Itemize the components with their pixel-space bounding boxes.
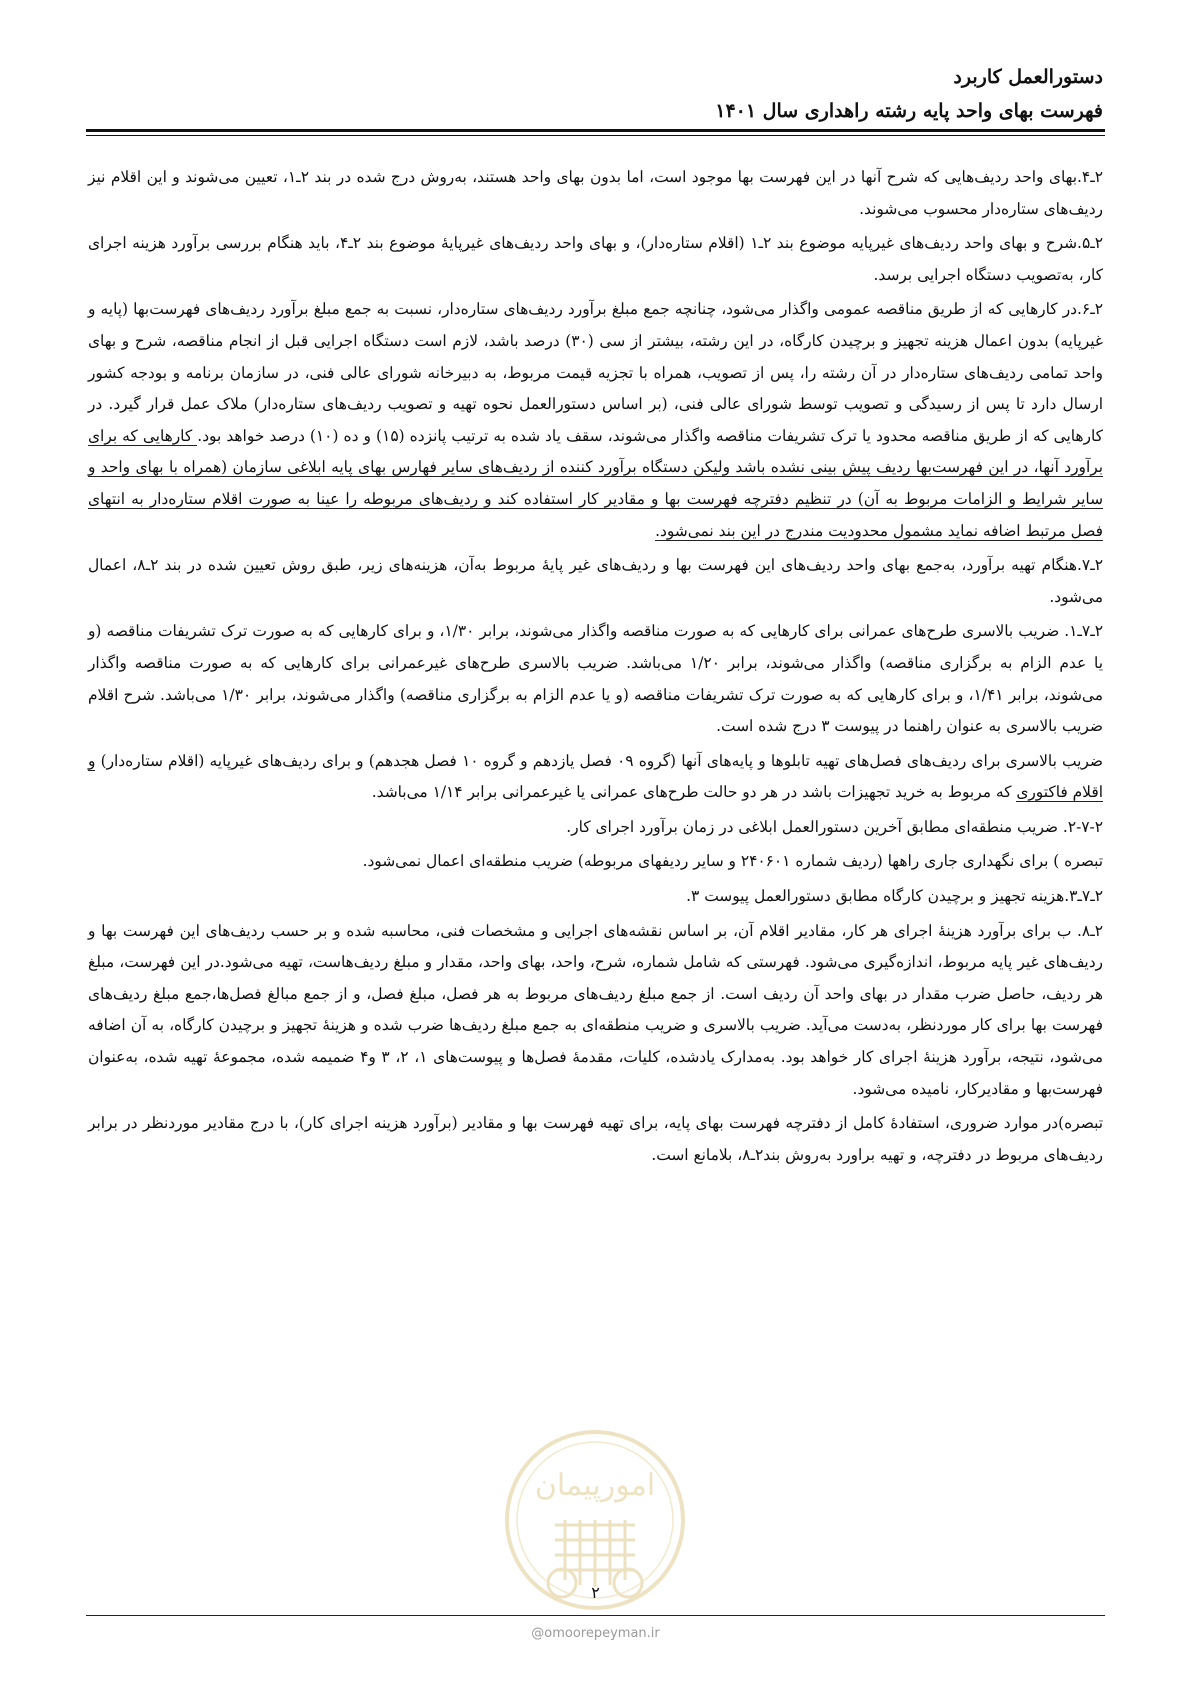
- paragraph-2-6-text: ۲ـ۶.در کارهایی که از طریق مناقصه عمومی واگذار می‌شود، چنانچه جمع مبلغ برآورد ردیف‌های ستاره‌دار، نسبت به جمع مبلغ برآورد ردیف‌های فهرست‌بها (پایه و غیرپایه) بدون اعمال هزینه تجهیز و برچیدن کارگاه، در این رشته، بیشتر از سی (۳۰) درصد باشد، لازم است دستگاه اجرایی قبل از انجام مناقصه، شرح و بهای واحد تمامی ردیف‌های ستاره‌دار در آن رشته را، پس از تصویب، همراه با تجزیه قیمت مربوط، به دبیرخانه شورای عالی فنی، در سازمان برنامه و بودجه کشور ارسال دارد تا پس از رسیدگی و تصویب توسط شورای عالی فنی، (بر اساس دستورالعمل نحوه تهیه و تصویب ردیف‌های ستاره‌دار) ملاک عمل قرار گیرد. در کارهایی که از طریق مناقصه محدود یا ترک تشریفات مناقصه واگذار می‌شوند، سقف یاد شده به ترتیب پانزده (۱۵) و ده (۱۰) درصد خواهد بود.: [88, 300, 1103, 445]
- paragraph-note-maintenance: تبصره ) برای نگهداری جاری راهها (ردیف شماره ۲۴۰۶۰۱ و سایر ردیفهای مربوطه) ضریب منطقه‌ای اعمال نمی‌شود.: [362, 852, 1103, 871]
- paragraph-2-7-1: ۲ـ۷ـ۱. ضریب بالاسری طرح‌های عمرانی برای کارهایی که به صورت مناقصه واگذار می‌شوند، برابر ۱/۳۰، و برای کارهایی که به صورت ترک تشریفات مناقصه (و یا عدم الزام به برگزاری مناقصه) واگذار می‌شوند، برابر ۱/۲۰ می‌باشد. ضریب بالاسری طرح‌های غیرعمرانی برای کارهایی که به صورت مناقصه واگذار می‌شوند، برابر ۱/۴۱، و برای کارهایی که به صورت ترک تشریفات مناقصه (و یا عدم الزام به برگزاری مناقصه) واگذار می‌شوند، برابر ۱/۳۰ می‌باشد. شرح اقلام ضریب بالاسری به عنوان راهنما در پیوست ۳ درج شده است.: [88, 622, 1104, 736]
- header-rule-thin: [86, 135, 1105, 136]
- overhead-note-text-a: ضریب بالاسری برای ردیف‌های فصل‌های تهیه تابلوها و پایه‌های آنها (گروه ۰۹ فصل یازدهم و گروه ۱۰ فصل هجدهم) و برای ردیف‌های غیرپایه (اقلام ستاره‌دار): [95, 751, 1103, 770]
- paragraph-2-8: ۲ـ۸. ب برای برآورد هزینهٔ اجرای هر کار، مقادیر اقلام آن، بر اساس نقشه‌های اجرایی و مشخصات فنی، محاسبه شده و بر حسب ردیف‌های این فهرست بها و ردیف‌های غیر پایه مربوط، اندازه‌گیری می‌شود. فهرستی که شامل شماره، شرح، واحد، بهای واحد، مقدار و مبلغ ردیف‌هاست، تهیه می‌شود.در این فهرست، مبلغ هر ردیف، حاصل ضرب مقدار در بهای واحد آن ردیف است. از جمع مبلغ ردیف‌های مربوط به هر فصل، مبلغ فصل، و از جمع مبالغ فصل‌ها،جمع مبلغ ردیف‌های فهرست بها برای کار موردنظر، به‌دست می‌آید. ضریب بالاسری و ضریب منطقه‌ای به جمع مبلغ ردیف‌ها ضرب شده و هزینهٔ تجهیز و برچیدن کارگاه، به آن اضافه می‌شود، نتیجه، برآورد هزینهٔ اجرای کار خواهد بود. به‌مدارک یادشده، کلیات، مقدمهٔ فصل‌ها و پیوست‌های ۱، ۲، ۳ و۴ ضمیمه شده، مجموعهٔ تهیه شده، به‌عنوان فهرست‌بها و مقادیرکار، نامیده می‌شود.: [88, 921, 1103, 1098]
- footer-rule: [86, 1615, 1105, 1616]
- watermark-text: امورپیمان: [534, 1468, 656, 1503]
- paragraph-2-5: ۲ـ۵.شرح و بهای واحد ردیف‌های غیرپایه موضوع بند ۲ـ۱ (اقلام ستاره‌دار)، و بهای واحد ردیف‌های غیرپایهٔ موضوع بند ۲ـ۴، باید هنگام بررسی برآورد هزینه اجرای کار، به‌تصویب دستگاه اجرایی برسد.: [88, 234, 1104, 284]
- document-title: دستورالعمل کاربرد: [953, 66, 1103, 88]
- overhead-note-text-b: که مربوط به خرید تجهیزات باشد در هر دو حالت طرح‌های عمرانی یا غیرعمرانی برابر ۱/۱۴ می‌باشد.: [371, 783, 1017, 802]
- paragraph-2-7: ۲ـ۷.هنگام تهیه برآورد، به‌جمع بهای واحد ردیف‌های این فهرست بها و ردیف‌های غیر پایهٔ مربوط به‌آن، هزینه‌های زیر، طبق روش تعیین شده در بند ۲ـ۸، اعمال می‌شود.: [88, 556, 1103, 606]
- document-body: [88, 162, 1103, 1174]
- paragraph-2-7-2: ۲-۷-۲. ضریب منطقه‌ای مطابق آخرین دستورالعمل ابلاغی در زمان برآورد اجرای کار.: [566, 817, 1103, 836]
- header-rule-thick: [86, 129, 1105, 132]
- document-subtitle: فهرست بهای واحد پایه رشته راهداری سال ۱۴۰۱: [715, 100, 1103, 122]
- paragraph-note-usage: تبصره)در موارد ضروری، استفادهٔ کامل از دفترچه فهرست بهای پایه، برای تهیه فهرست بها و مقادیر (برآورد هزینه اجرای کار)، با درج مقادیر موردنظر در برابر ردیف‌های مربوط در دفترچه، و تهیه براورد به‌روش بند۲ـ۸، بلامانع است.: [88, 1114, 1103, 1164]
- paragraph-2-6-underlined: کارهایی که برای برآورد آنها، در این فهرست‌بها ردیف پیش بینی نشده باشد ولیکن دستگاه برآورد کننده از ردیف‌های سایر فهارس بهای پایه ابلاغی سازمان (همراه با بهای واحد و سایر شرایط و الزامات مربوط به آن) در تنظیم دفترچه فهرست بها و مقادیر کار استفاده کند و ردیف‌های مربوطه را عینا به صورت اقلام ستاره‌دار به انتهای فصل مرتبط اضافه نماید مشمول محدودیت مندرج در این بند نمی‌شود.: [88, 426, 1103, 540]
- page-number: ۲: [591, 1583, 600, 1602]
- website-watermark: @omoorepeyman.ir: [531, 1626, 660, 1641]
- overhead-note-underlined: و اقلام فاکتوری: [88, 751, 1103, 802]
- page-header: [88, 62, 1103, 126]
- paragraph-2-7-3: ۲ـ۷ـ۳.هزینه تجهیز و برچیدن کارگاه مطابق دستورالعمل پیوست ۳.: [686, 887, 1103, 906]
- paragraph-2-6: [88, 294, 1103, 547]
- paragraph-overhead-note: [88, 746, 1103, 809]
- paragraph-2-4: ۲ـ۴.بهای واحد ردیف‌هایی که شرح آنها در این فهرست بها موجود است، اما بدون بهای واحد هستند، به‌روش درج شده در بند ۲ـ۱، تعیین می‌شوند و این اقلام نیز ردیف‌های ستاره‌دار محسوب می‌شوند.: [88, 168, 1103, 218]
